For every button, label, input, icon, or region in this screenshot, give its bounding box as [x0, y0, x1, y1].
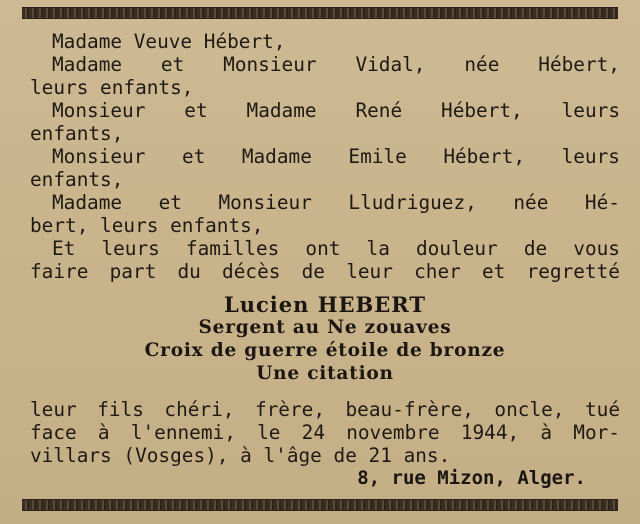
- word: regretté: [526, 260, 620, 283]
- word: du: [177, 260, 201, 283]
- notice-line: leurs enfants,: [30, 76, 194, 99]
- word: leur: [346, 260, 393, 283]
- word: à: [97, 421, 110, 444]
- word: douleur: [416, 237, 498, 260]
- word: Hé-: [584, 191, 620, 214]
- closing-line: [30, 421, 620, 444]
- word: René: [355, 99, 403, 122]
- deceased-decoration: Croix de guerre étoile de bronze: [144, 340, 506, 361]
- word: de: [301, 260, 325, 283]
- notice-line: [30, 191, 620, 214]
- word: 1944,: [460, 421, 520, 444]
- word: beau-frère,: [345, 398, 474, 421]
- word: de: [523, 237, 548, 260]
- deceased-block: [30, 293, 620, 385]
- notice-line: [30, 237, 620, 260]
- deceased-citation: Une citation: [256, 363, 394, 384]
- word: chéri,: [164, 398, 235, 421]
- notice-line: [30, 145, 620, 168]
- notice-line: Madame Veuve Hébert,: [52, 30, 286, 53]
- word: frère,: [254, 398, 325, 421]
- word: née: [513, 191, 549, 214]
- word: et: [160, 53, 185, 76]
- word: familles: [185, 237, 280, 260]
- word: et: [482, 260, 506, 283]
- closing-line: villars (Vosges), à l'âge de 21 ans.: [30, 444, 451, 467]
- word: faire: [30, 260, 89, 283]
- closing-text: [30, 398, 620, 467]
- word: Hébert,: [441, 99, 523, 122]
- word: part: [109, 260, 157, 283]
- deceased-name: Lucien HEBERT: [223, 292, 427, 317]
- word: ont: [305, 237, 341, 260]
- family-address: 8, rue Mizon, Alger.: [357, 467, 586, 489]
- word: oncle,: [494, 398, 565, 421]
- word: Vidal,: [355, 53, 426, 76]
- word: décès: [222, 260, 281, 283]
- word: leur: [30, 398, 77, 421]
- word: Madame: [52, 191, 123, 214]
- bottom-border-rule: [22, 499, 618, 511]
- word: leurs: [101, 237, 160, 260]
- word: Mor-: [573, 421, 620, 444]
- word: Lludriguez,: [348, 191, 477, 214]
- word: Hébert,: [538, 53, 620, 76]
- word: le: [257, 421, 281, 444]
- word: née: [464, 53, 500, 76]
- word: Hébert,: [443, 145, 526, 168]
- word: à: [540, 421, 553, 444]
- word: Et: [52, 237, 76, 260]
- word: Monsieur: [223, 53, 317, 76]
- word: vous: [573, 237, 620, 260]
- word: et: [184, 99, 208, 122]
- word: Monsieur: [52, 99, 146, 122]
- word: Madame: [241, 145, 312, 168]
- word: l'ennemi,: [130, 421, 236, 444]
- word: Emile: [348, 145, 407, 168]
- notice-line: enfants,: [30, 122, 124, 145]
- word: leurs: [561, 99, 620, 122]
- word: cher: [414, 260, 461, 283]
- word: 24: [301, 421, 325, 444]
- word: face: [30, 421, 77, 444]
- deceased-rank: Sergent au Ne zouaves: [198, 317, 452, 338]
- notice-line: [30, 260, 620, 283]
- family-announcement: [30, 30, 620, 283]
- top-border-rule: [22, 7, 618, 19]
- word: novembre: [346, 421, 440, 444]
- notice-line: [30, 99, 620, 122]
- word: Monsieur: [52, 145, 146, 168]
- word: Madame: [52, 53, 123, 76]
- notice-line: bert, leurs enfants,: [30, 214, 264, 237]
- notice-line: [30, 53, 620, 76]
- closing-line: [30, 398, 620, 421]
- word: Monsieur: [218, 191, 312, 214]
- word: et: [181, 145, 206, 168]
- word: leurs: [561, 145, 620, 168]
- word: tué: [584, 398, 620, 421]
- word: la: [366, 237, 390, 260]
- word: Madame: [246, 99, 317, 122]
- word: fils: [97, 398, 144, 421]
- word: et: [158, 191, 182, 214]
- notice-line: enfants,: [30, 168, 124, 191]
